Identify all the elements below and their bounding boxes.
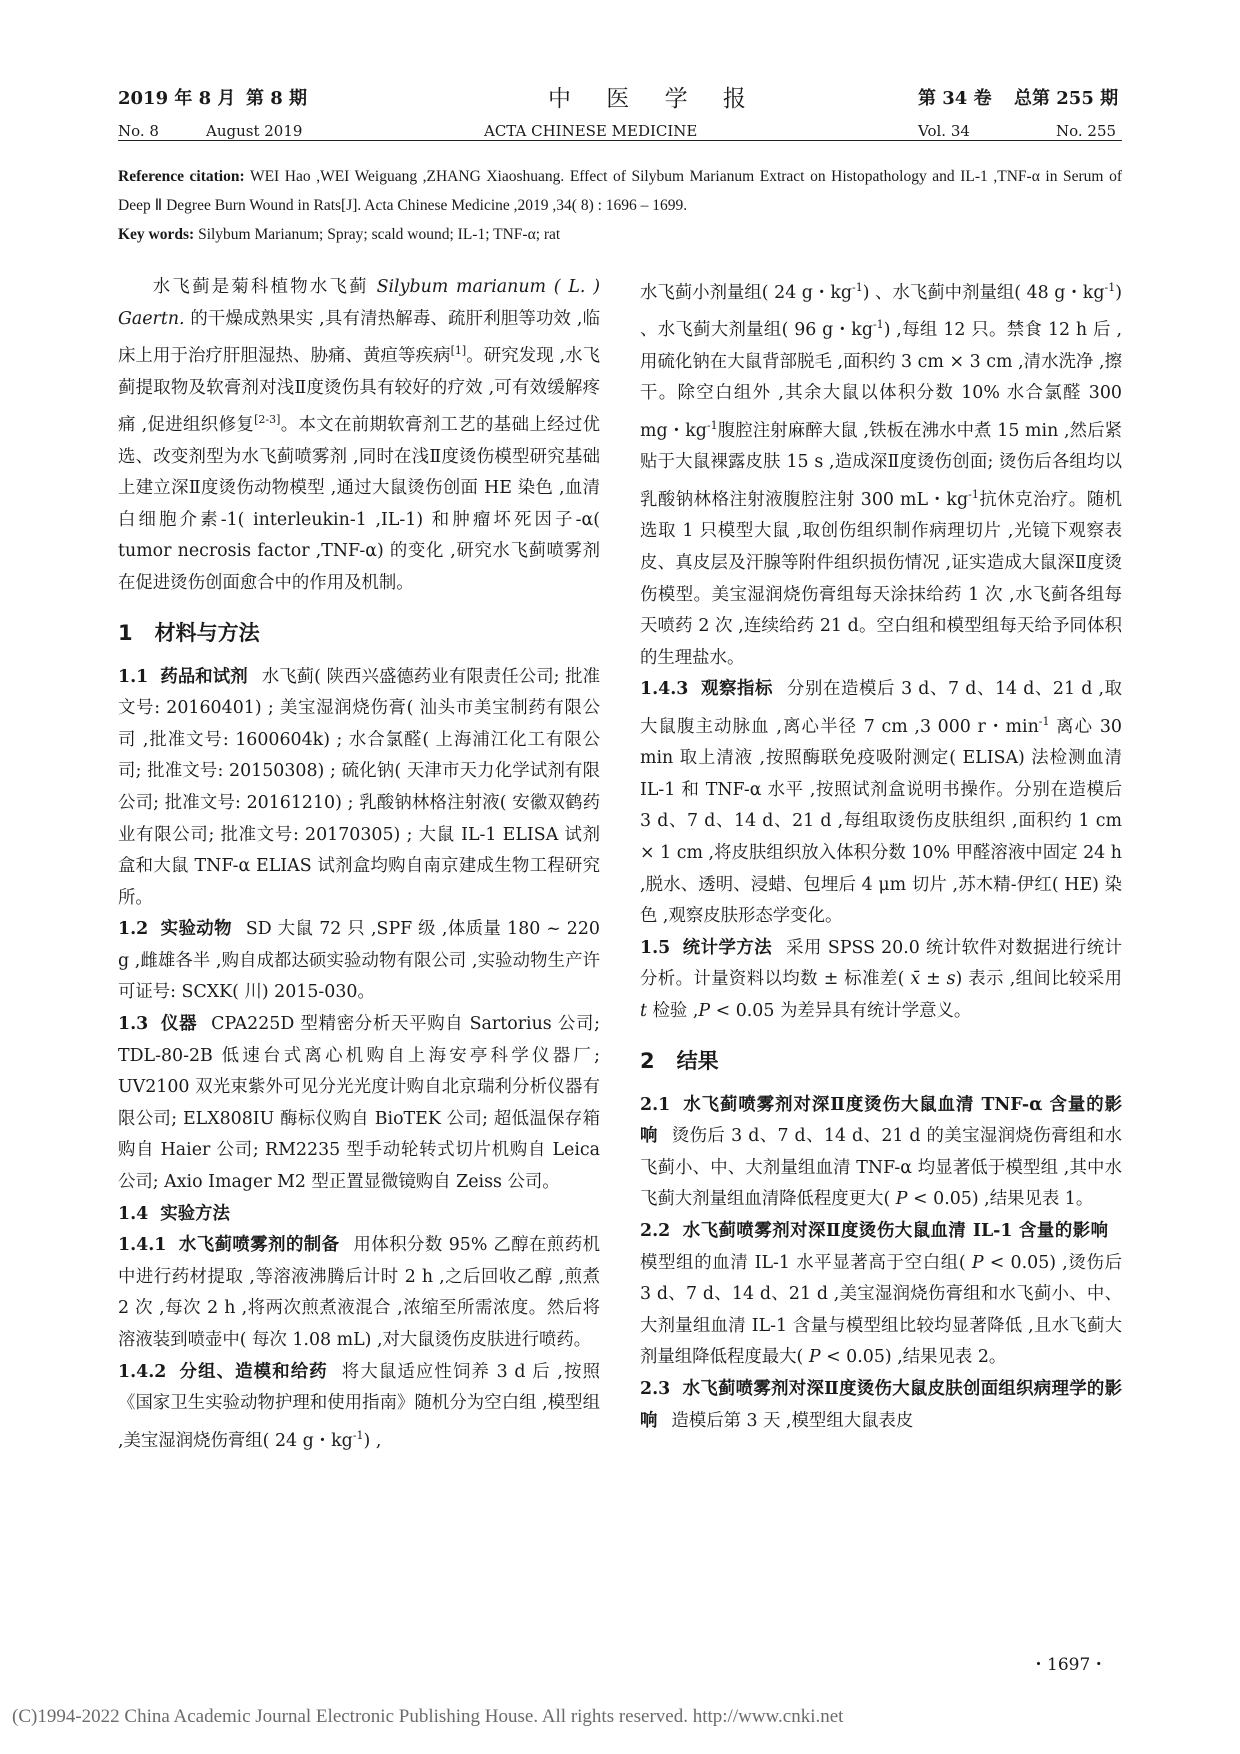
subsection-1-4 <box>118 1199 600 1231</box>
header-total-cn: 总第 255 期 <box>1014 88 1119 109</box>
subsection-number: 1.2 <box>118 919 149 940</box>
citation-text: WEI Hao ,WEI Weiguang ,ZHANG Xiaoshuang. Effect of Silybum Marianum Extract on Histopathology and IL-1 ,TNF-α in Serum of Deep Ⅱ Degree Burn Wound in Rats[J]. Acta Chinese Medicine ,2019 ,34( 8) : 1696 – 1699. <box>118 168 1122 214</box>
header-date-en: August 2019 <box>206 122 303 140</box>
paragraph-text: 将大鼠适应性饲养 3 d 后 ,按照《国家卫生实验动物护理和使用指南》随机分为空白组 ,模型组 ,美宝湿润烧伤膏组( 24 g・kg <box>118 1361 600 1451</box>
latin-name: Silybum marianum ( L. ) Gaertn. <box>118 277 600 329</box>
intro-text-b: 的干燥成熟果实 ,具有清热解毒、疏肝利胆等功效 ,临床上用于治疗肝胆湿热、胁痛、黄疸等疾病 <box>118 308 600 366</box>
paragraph-text: 水飞蓟( 陕西兴盛德药业有限责任公司; 批准文号: 20160401) ; 美宝湿润烧伤膏( 汕头市美宝制药有限公司 ,批准文号: 1600604k) ; 水合氯醛( 上海浦江化工有限公司; 批准文号: 20150308) ; 硫化钠( 天津市天力化学试剂有限公司; 批准文号: 20161210) ; 乳酸钠林格注射液( 安徽双鹤药业有限公司; 批准文号: 20170305) ; 大鼠 IL-1 ELISA 试剂盒和大鼠 TNF-α ELIAS 试剂盒均购自南京建成生物工程研究所。 <box>118 666 600 908</box>
superscript: -1 <box>1038 714 1050 728</box>
subsection-1-2 <box>118 914 600 1009</box>
paragraph-text: 分别在造模后 3 d、7 d、14 d、21 d ,取大鼠腹主动脉血 ,离心半径 7 cm ,3 000 r・min <box>640 679 1122 737</box>
paragraph-text: 水飞蓟小剂量组( 24 g・kg <box>640 282 853 303</box>
paragraph-text: ) 、水飞蓟中剂量组( 48 g・kg <box>862 282 1105 303</box>
math-t: t <box>640 1001 647 1022</box>
subsection-2-2 <box>640 1216 1122 1374</box>
citation-ref: [1] <box>450 344 467 358</box>
superscript: -1 <box>1104 281 1116 294</box>
keywords <box>118 220 1122 249</box>
paragraph-text: < 0.05 为差异具有统计学意义。 <box>710 1001 972 1022</box>
subsection-number: 1.5 <box>640 937 671 958</box>
math-p: P <box>971 1252 984 1273</box>
paragraph-text: ) ,每组 12 只。禁食 12 h 后 ,用硫化钠在大鼠背部脱毛 ,面积约 3 cm × 3 cm ,清水洗净 ,擦干。除空白组外 ,其余大鼠以体积分数 10% 水合氯醛 300 mg・kg <box>640 320 1123 441</box>
superscript: -1 <box>968 487 979 501</box>
subsection-1-4-2 <box>118 1357 600 1458</box>
subsection-title: 水飞蓟喷雾剂的制备 <box>178 1235 340 1256</box>
superscript: -1 <box>706 418 718 432</box>
math-p: P <box>808 1347 821 1368</box>
subsection-number: 2.3 <box>640 1378 671 1399</box>
section-heading <box>118 618 600 648</box>
header-issue-cn: 第 8 期 <box>246 88 308 109</box>
reference-citation <box>118 162 1122 220</box>
paragraph-text: 烫伤后 3 d、7 d、14 d、21 d 的美宝湿润烧伤膏组和水飞蓟小、中、大剂量组血清 TNF-α 均显著低于模型组 ,其中水飞蓟大剂量组血清降低程度更大( <box>640 1126 1122 1210</box>
subsection-title: 水飞蓟喷雾剂对深Ⅱ度烫伤大鼠血清 IL-1 含量的影响 <box>682 1221 1108 1242</box>
paragraph-text: 腹腔注射麻醉大鼠 ,铁板在沸水中煮 15 min ,然后紧贴于大鼠裸露皮肤 15 s ,造成深Ⅱ度烫伤创面; 烫伤后各组均以乳酸钠林格注射液腹腔注射 300 mL・kg <box>640 420 1122 510</box>
subsection-1-4-3 <box>640 674 1122 933</box>
reference-block <box>118 162 1122 249</box>
paragraph-text: 用体积分数 95% 乙醇在煎药机中进行药材提取 ,等溶液沸腾后计时 2 h ,之后回收乙醇 ,煎煮 2 次 ,每次 2 h ,将两次煎煮液混合 ,浓缩至所需浓度。然后将溶液装到喷壶中( 每次 1.08 mL) ,对大鼠烫伤皮肤进行喷药。 <box>118 1235 600 1350</box>
superscript: -1 <box>872 318 884 332</box>
keywords-text: Silybum Marianum; Spray; scald wound; IL-1; TNF-α; rat <box>198 226 561 243</box>
paragraph-text: SD 大鼠 72 只 ,SPF 级 ,体质量 180 ~ 220 g ,雌雄各半 ,购自成都达硕实验动物有限公司 ,实验动物生产许可证号: SCXK( 川) 2015-030。 <box>118 919 600 1003</box>
header-volume-en: Vol. 34 <box>918 122 970 140</box>
superscript: -1 <box>852 281 863 294</box>
subsection-title: 分组、造模和给药 <box>178 1361 328 1382</box>
section-title: 结果 <box>676 1048 719 1073</box>
citation-label: Reference citation: <box>118 168 245 185</box>
paragraph-text: 模型组的血清 IL-1 水平显著高于空白组( <box>640 1252 972 1273</box>
header-date-cn: 2019 年 8 月 <box>118 88 236 109</box>
section-number: 1 <box>118 620 133 645</box>
paragraph-text: 抗休克治疗。随机选取 1 只模型大鼠 ,取创伤组织制作病理切片 ,光镜下观察表皮、真皮层及汗腺等附件组织损伤情况 ,证实造成大鼠深Ⅱ度烫伤模型。美宝湿润烧伤膏组每天涂抹给药 1 次 ,水飞蓟各组每天喷药 2 次 ,连续给药 21 d。空白组和模型组每天给予同体积的生理盐水。 <box>640 489 1122 668</box>
paragraph-text: 采用 SPSS 20.0 统计软件对数据进行统计分析。计量资料以均数 ± 标准差( <box>640 937 1122 990</box>
subsection-2-3 <box>640 1374 1122 1437</box>
header-total-en: No. 255 <box>1056 122 1117 140</box>
paragraph-text: ) 表示 ,组间比较采用 <box>955 969 1122 990</box>
citation-ref: [2-3] <box>254 413 281 427</box>
header-journal-en: ACTA CHINESE MEDICINE <box>484 122 698 140</box>
subsection-number: 1.4.2 <box>118 1361 167 1382</box>
subsection-1-4-1 <box>118 1230 600 1356</box>
superscript: -1 <box>352 1428 364 1442</box>
running-header <box>118 80 1122 152</box>
header-no-en: No. 8 <box>118 122 159 140</box>
subsection-number: 2.1 <box>640 1094 671 1115</box>
subsection-1-5 <box>640 933 1122 1028</box>
subsection-1-3 <box>118 1009 600 1199</box>
section-title: 材料与方法 <box>154 620 260 645</box>
subsection-title: 实验方法 <box>160 1203 230 1224</box>
section-number: 2 <box>640 1048 655 1073</box>
subsection-title: 实验动物 <box>160 919 232 940</box>
paragraph-text: < 0.05) ,结果见表 1。 <box>907 1189 1094 1210</box>
intro-text-a: 水飞蓟是菊科植物水飞蓟 <box>152 277 377 297</box>
header-volume-cn: 第 34 卷 <box>918 88 992 109</box>
right-column <box>640 272 1122 1437</box>
subsection-title: 仪器 <box>160 1014 198 1035</box>
intro-text-c: 。研究发现 ,水飞蓟提取物及软膏剂对浅Ⅱ度烫伤具有较好的疗效 ,可有效缓解疼痛 ,促进组织修复 <box>118 345 600 435</box>
paragraph-text: < 0.05) ,烫伤后 3 d、7 d、14 d、21 d ,美宝湿润烧伤膏组和水飞蓟小、中、大剂量组血清 IL-1 含量与模型组比较均显著降低 ,且水飞蓟大剂量组降低程度最大( <box>640 1252 1122 1368</box>
page-number: ・1697・ <box>1030 1655 1108 1675</box>
intro-paragraph <box>118 272 600 600</box>
subsection-title: 观察指标 <box>700 679 773 700</box>
left-column <box>118 272 600 1457</box>
paragraph-grouping <box>640 272 1122 674</box>
math-p: P <box>698 1001 711 1022</box>
paragraph-text: 造模后第 3 天 ,模型组大鼠表皮 <box>671 1410 914 1431</box>
section-heading <box>640 1046 1122 1076</box>
subsection-2-1 <box>640 1090 1122 1216</box>
paragraph-text: 检验 , <box>647 1001 699 1022</box>
subsection-number: 1.1 <box>118 666 149 687</box>
paragraph-text: ) 、水飞蓟大剂量组( 96 g・kg <box>640 282 1122 341</box>
subsection-number: 1.3 <box>118 1014 149 1035</box>
intro-text-d: 。本文在前期软膏剂工艺的基础上经过优选、改变剂型为水飞蓟喷雾剂 ,同时在浅Ⅱ度烫伤模型研究基础上建立深Ⅱ度烫伤动物模型 ,通过大鼠烫伤创面 HE 染色 ,血清白细胞介素-1( interleukin-1 ,IL-1) 和肿瘤坏死因子-α( tumor necrosis factor ,TNF-α) 的变化 ,研究水飞蓟喷雾剂在促进烫伤创面愈合中的作用及机制。 <box>118 414 600 593</box>
math-p: P <box>895 1189 908 1210</box>
paragraph-text: CPA225D 型精密分析天平购自 Sartorius 公司; TDL-80-2B 低速台式离心机购自上海安亭科学仪器厂; UV2100 双光束紫外可见分光光度计购自北京瑞利分析仪器有限公司; ELX808IU 酶标仪购自 BioTEK 公司; 超低温保存箱购自 Haier 公司; RM2235 型手动轮转式切片机购自 Leica 公司; Axio Imager M2 型正置显微镜购自 Zeiss 公司。 <box>118 1014 600 1193</box>
paragraph-text: 离心 30 min 取上清液 ,按照酶联免疫吸附测定( ELISA) 法检测血清 IL-1 和 TNF-α 水平 ,按照试剂盒说明书操作。分别在造模后 3 d、7 d、14 d、21 d ,每组取烫伤皮肤组织 ,面积约 1 cm × 1 cm ,将皮肤组织放入体积分数 10% 甲醛溶液中固定 24 h ,脱水、透明、浸蜡、包埋后 4 μm 切片 ,苏木精-伊红( HE) 染色 ,观察皮肤形态学变化。 <box>640 716 1122 927</box>
keywords-label: Key words: <box>118 226 195 243</box>
subsection-title: 水飞蓟喷雾剂对深Ⅱ度烫伤大鼠血清 TNF-α 含量的影响 <box>640 1094 1122 1147</box>
paragraph-text: < 0.05) ,结果见表 2。 <box>820 1347 1007 1368</box>
subsection-number: 1.4.3 <box>640 679 689 700</box>
subsection-number: 1.4 <box>118 1203 149 1224</box>
paragraph-text: ) , <box>363 1430 382 1451</box>
subsection-title: 药品和试剂 <box>160 666 248 687</box>
math-mean-sd: x̄ ± s <box>910 969 956 990</box>
header-journal-cn: 中 医 学 报 <box>548 86 760 112</box>
subsection-number: 1.4.1 <box>118 1235 167 1256</box>
subsection-title: 水飞蓟喷雾剂对深Ⅱ度烫伤大鼠皮肤创面组织病理学的影响 <box>640 1378 1122 1431</box>
subsection-number: 2.2 <box>640 1221 671 1242</box>
subsection-title: 统计学方法 <box>682 937 773 958</box>
subsection-1-1 <box>118 662 600 915</box>
header-rule <box>118 140 1122 141</box>
copyright-footer: (C)1994-2022 China Academic Journal Electronic Publishing House. All rights reserved. http://www.cnki.net <box>12 1706 844 1727</box>
